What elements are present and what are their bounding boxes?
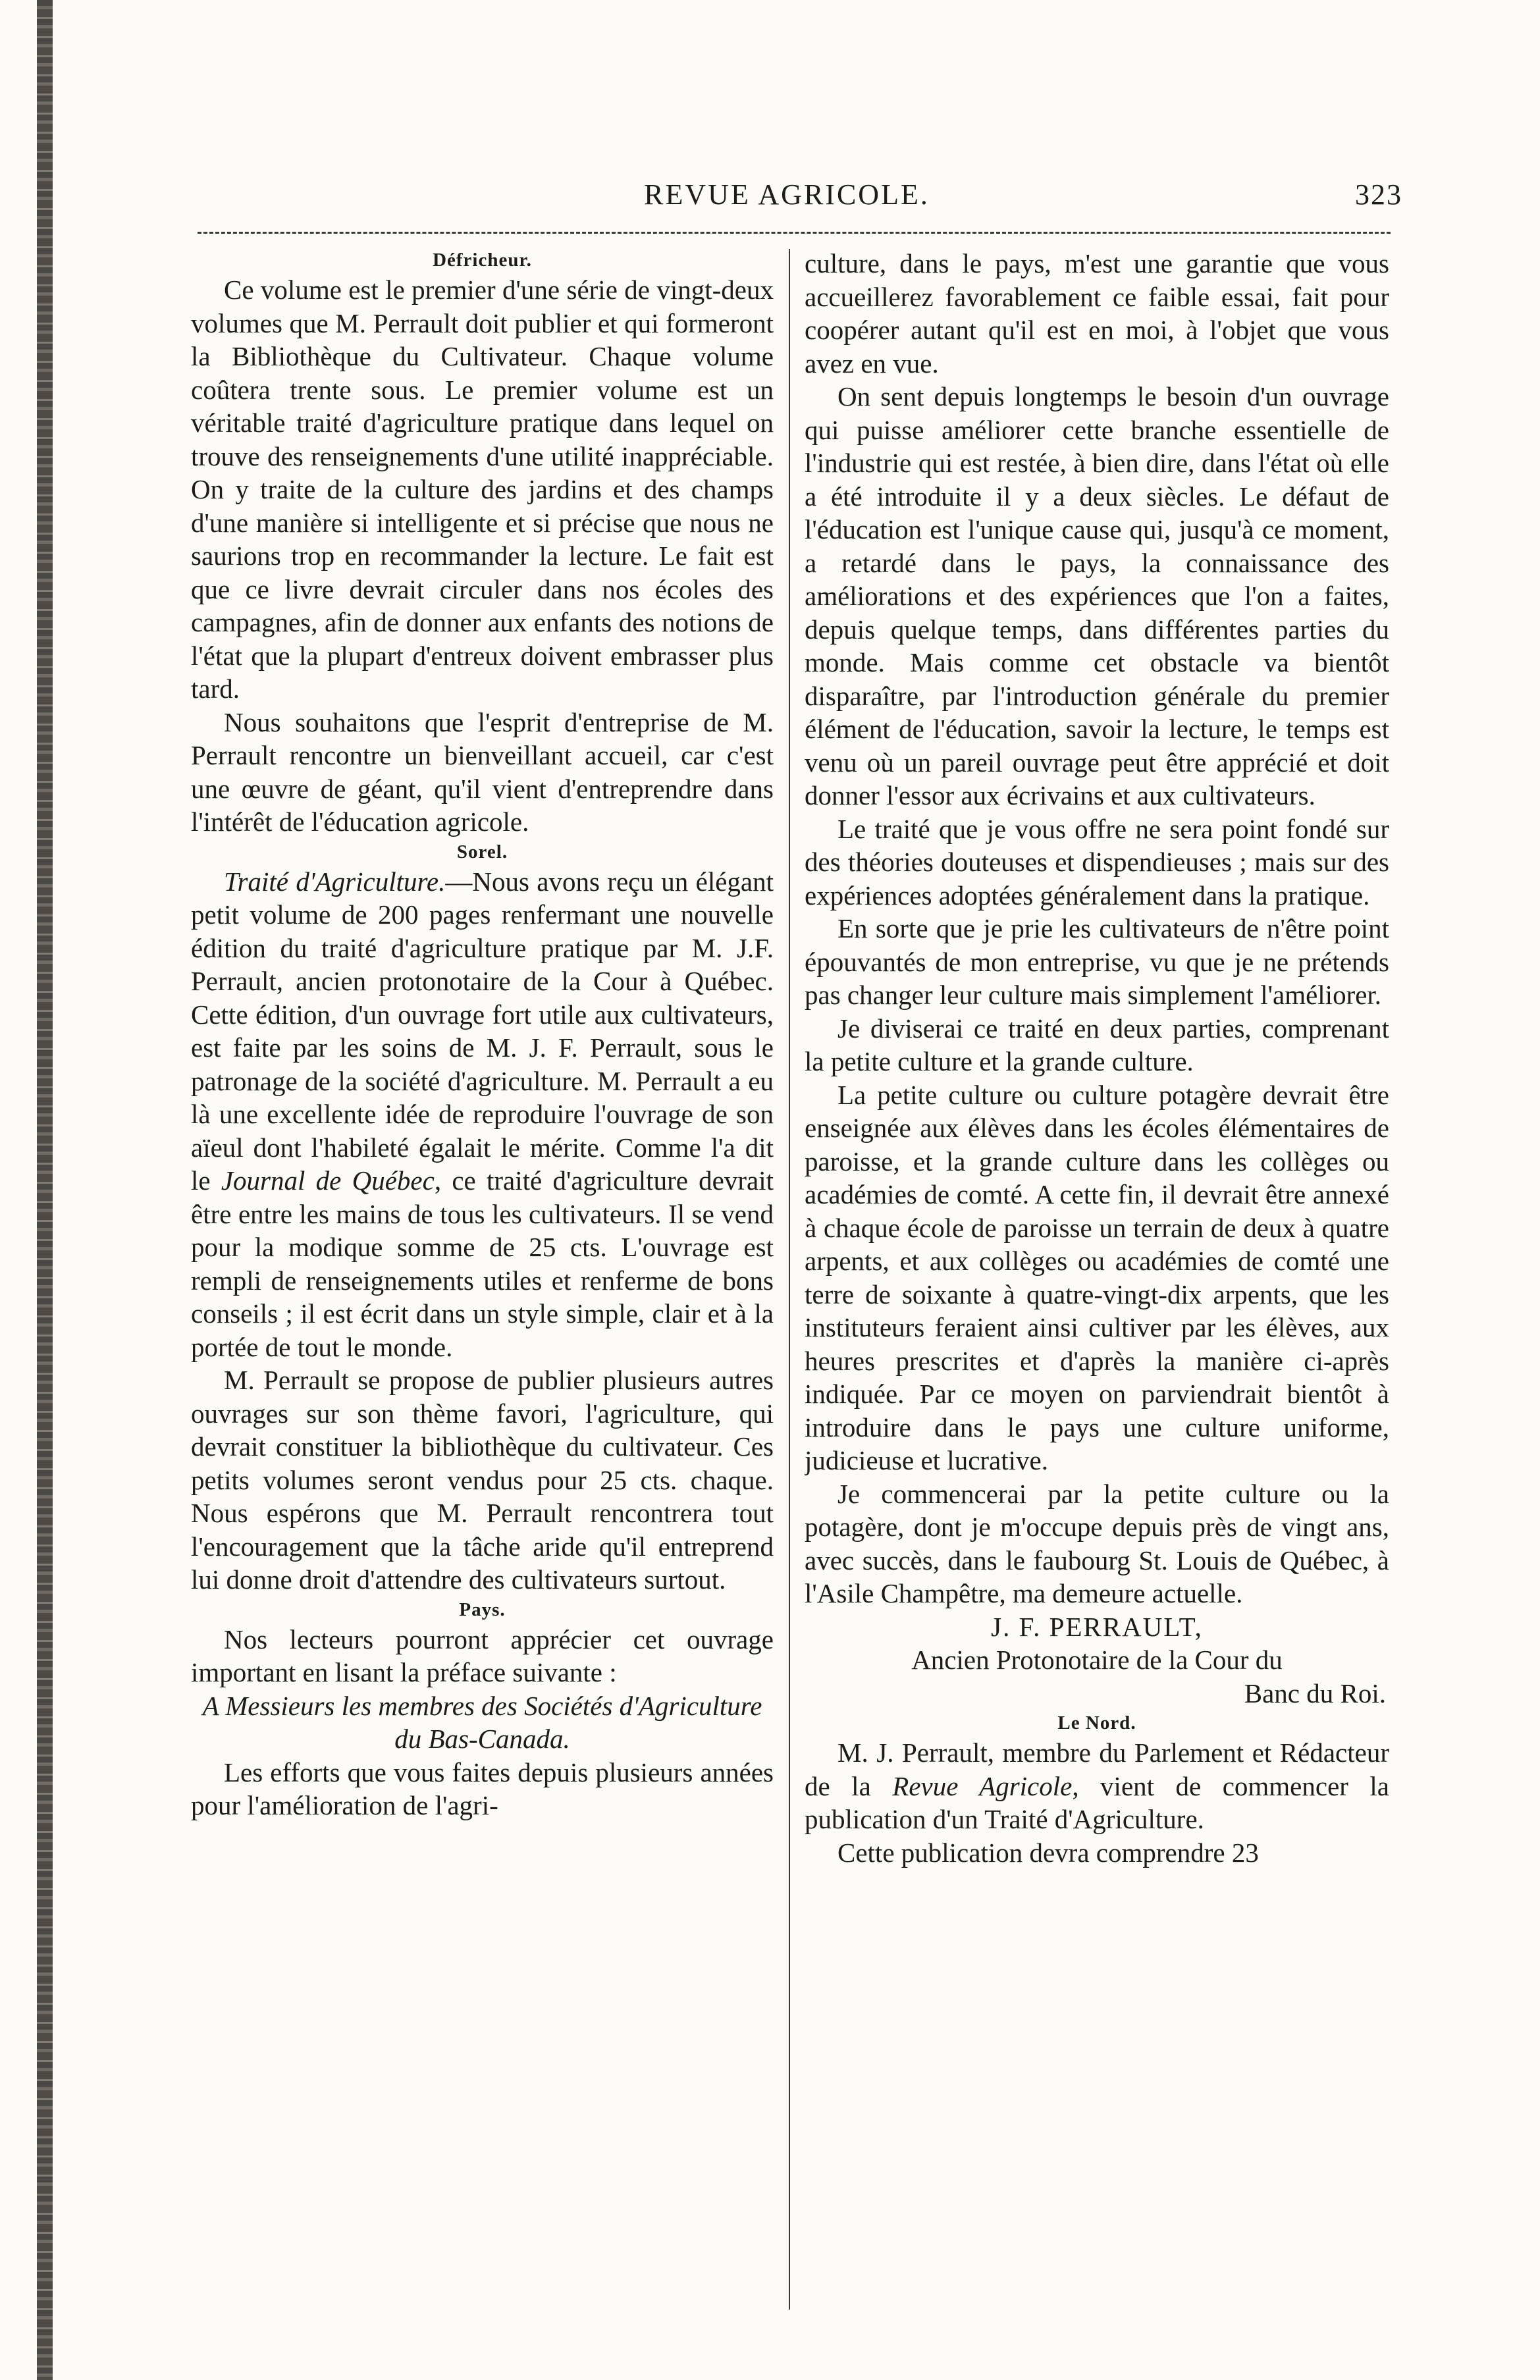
paragraph: On sent depuis longtemps le besoin d'un ouvrage qui puisse améliorer cette branche essentielle de l'industrie qui est restée, à bien dire, dans l'état où elle a été introduite il y a deux siècles. Le défaut de l'éducation est l'unique cause qui, jusqu'à ce moment, a retardé dans le pays, la connaissance des améliorations et des expériences que l'on a faites, depuis quelque temps, dans différentes parties du monde. Mais comme cet obstacle va bientôt disparaître, par l'introduction générale du premier élément de l'éducation, savoir la lecture, le temps est venu où un pareil ouvrage peut être apprécié et doit donner l'essor aux écrivains et aux cultivateurs. <box>805 381 1389 810</box>
signature-title-cont: Banc du Roi. <box>1244 1678 1386 1708</box>
section-head-pays: Pays. <box>459 1599 506 1620</box>
page-number: 323 <box>1355 178 1402 211</box>
paragraph-text: —Nous avons reçu un élégant petit volume de 200 pages renfermant une nouvelle édition du traité d'agriculture pratique par M. J.F. Perrault, ancien protonotaire de la Cour à Québec. Cette édition, d'un ouvrage fort utile aux cultivateurs, est faite par les soins de M. J. F. Perrault, sous le patronage de la société d'agriculture. M. Perrault a eu là une excellente idée de reproduire l'ouvrage de son aïeul dont l'habileté égalait le mérite. Comme l'a dit le <box>191 866 774 1196</box>
paragraph: Nos lecteurs pourront apprécier cet ouvrage important en lisant la préface suivante : <box>191 1624 774 1687</box>
paragraph: Je commencerai par la petite culture ou la potagère, dont je m'occupe depuis près de vingt ans, avec succès, dans le faubourg St. Louis de Québec, à l'Asile Champêtre, ma demeure actuelle. <box>805 1478 1389 1608</box>
page-header <box>191 178 1402 224</box>
paragraph-nord <box>805 1736 1389 1836</box>
section-head-sorel: Sorel. <box>456 841 508 862</box>
paragraph: Je diviserai ce traité en deux parties, comprenant la petite culture et la grande culture. <box>805 1013 1389 1076</box>
column-divider <box>789 249 790 2310</box>
paragraph: La petite culture ou culture potagère devrait être enseignée aux élèves dans les écoles élémentaires de paroisse, et la grande culture dans les collèges ou académies de comté. A cette fin, il devrait être annexé à chaque école de paroisse un terrain de deux à quatre arpents, et aux collèges ou académies de comté une terre de soixante à quatre-vingt-dix arpents, que les instituteurs feraient ainsi cultiver par les élèves, aux heures prescrites et d'après la manière ci-après indiquée. Par ce moyen on parviendrait bientôt à introduire dans le pays une culture uniforme, judicieuse et lucrative. <box>805 1079 1389 1475</box>
running-head: REVUE AGRICOLE. <box>644 178 930 211</box>
paragraph: culture, dans le pays, m'est une garantie que vous accueillerez favorablement ce faible essai, fait pour coopérer autant qu'il est en moi, à l'objet que vous avez en vue. <box>805 248 1389 379</box>
left-column <box>191 247 774 2334</box>
scan-binding-edge <box>37 0 53 2380</box>
section-head-defricheur: Défricheur. <box>433 250 532 271</box>
paragraph-traite <box>191 865 774 1364</box>
book-title: Traité d'Agriculture. <box>224 866 446 897</box>
journal-title: Journal de Québec <box>221 1165 435 1196</box>
paragraph: En sorte que je prie les cultivateurs de n'être point épouvantés de mon entreprise, vu que je ne prétends pas changer leur culture mais simplement l'améliorer. <box>805 913 1389 1010</box>
paragraph-text: , ce traité d'agriculture devrait être entre les mains de tous les cultivateurs. Il se vend pour la modique somme de 25 cts. L'ouvrage est rempli de renseignements utiles et renferme de bons conseils ; il est écrit dans un style simple, clair et à la portée de tout le monde. <box>191 1165 774 1362</box>
signature: J. F. PERRAULT, <box>991 1611 1203 1642</box>
revue-title: Revue Agricole <box>892 1770 1073 1801</box>
paragraph: Le traité que je vous offre ne sera point fondé sur des théories douteuses et dispendieuses ; mais sur des expériences adoptées généralement dans la pratique. <box>805 813 1389 911</box>
header-rule <box>198 232 1391 234</box>
paragraph: Nous souhaitons que l'esprit d'entreprise de M. Perrault rencontre un bienveillant accueil, car c'est une œuvre de géant, qu'il vient d'entreprendre dans l'intérêt de l'éducation agricole. <box>191 706 774 837</box>
paragraph: Cette publication devra comprendre 23 <box>837 1837 1259 1868</box>
signature-title: Ancien Protonotaire de la Cour du <box>911 1645 1283 1675</box>
paragraph-text: M. J. Perrault, membre du Parlement et Rédacteur de la <box>805 1737 1389 1801</box>
section-head-nord: Le Nord. <box>1057 1712 1136 1733</box>
paragraph: Les efforts que vous faites depuis plusieurs années pour l'amélioration de l'agri- <box>191 1757 774 1820</box>
preface-address: A Messieurs les membres des Sociétés d'Agriculture du Bas-Canada. <box>202 1690 762 1754</box>
paragraph: M. Perrault se propose de publier plusieurs autres ouvrages sur son thème favori, l'agriculture, qui devrait constituer la bibliothèque du cultivateur. Ces petits volumes seront vendus pour 25 cts. chaque. Nous espérons que M. Perrault rencontrera tout l'encouragement que la tâche aride qu'il entreprend lui donne droit d'attendre des cultivateurs surtout. <box>191 1365 774 1595</box>
paragraph-text: , vient de commencer la publication d'un Traité d'Agriculture. <box>805 1770 1389 1834</box>
right-column <box>805 247 1389 2334</box>
paragraph: Ce volume est le premier d'une série de vingt-deux volumes que M. Perrault doit publier et qui formeront la Bibliothèque du Cultivateur. Chaque volume coûtera trente sous. Le premier volume est un véritable traité d'agriculture pratique dans lequel on trouve des renseignements d'une utilité inappréciable. On y traite de la culture des jardins et des champs d'une manière si intelligente et si précise que nous ne saurions trop en recommander la lecture. Le fait est que ce livre devrait circuler dans nos écoles des campagnes, afin de donner aux enfants des notions de l'état que la plupart d'entreux doivent embrasser plus tard. <box>191 275 774 704</box>
